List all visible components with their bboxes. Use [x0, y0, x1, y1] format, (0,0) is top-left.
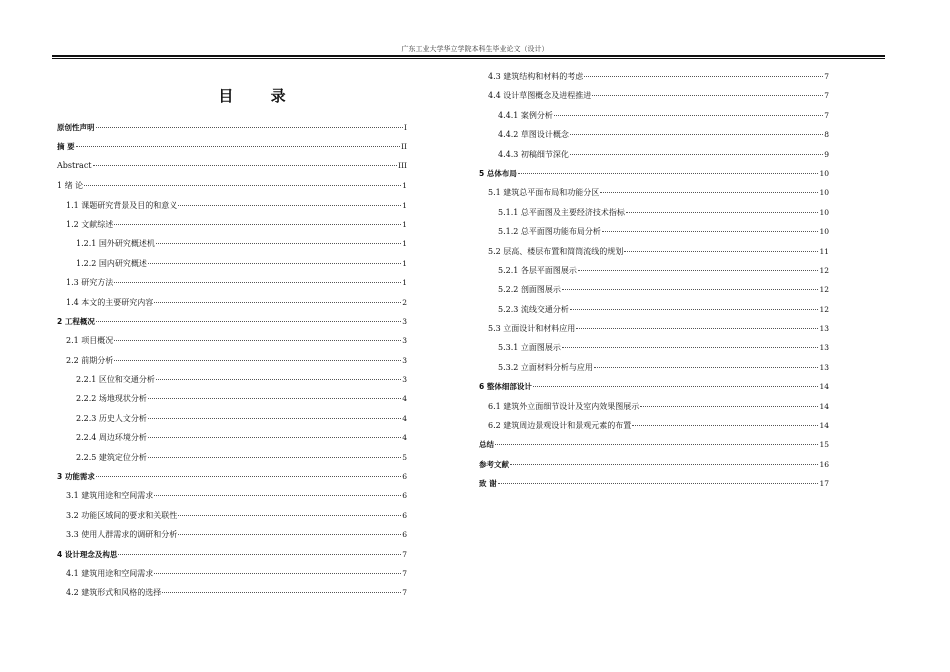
- toc-entry-page: 6: [402, 530, 407, 540]
- toc-entry-page: 2: [402, 297, 407, 307]
- toc-entry-title: 5.2 层高、楼层布置和简筒流线的规划: [488, 246, 624, 256]
- toc-entry-page: 11: [819, 246, 829, 256]
- toc-leader-dots: [148, 418, 401, 419]
- toc-leader-dots: [84, 185, 401, 186]
- toc-entry-title: 5.1.1 总平面图及主要经济技术指标: [498, 207, 625, 217]
- toc-entry-title: 原创性声明: [57, 123, 95, 132]
- toc-leader-dots: [156, 379, 401, 380]
- toc-entry[interactable]: [57, 432, 407, 451]
- toc-leader-dots: [96, 321, 401, 322]
- toc-entry[interactable]: [57, 219, 407, 238]
- toc-entry-page: 13: [819, 362, 829, 372]
- toc-leader-dots: [554, 115, 823, 116]
- toc-entry[interactable]: [57, 549, 407, 568]
- toc-entry[interactable]: [57, 277, 407, 296]
- toc-entry[interactable]: [479, 284, 829, 303]
- toc-entry-page: 1: [402, 219, 407, 229]
- toc-entry-title: 1.4 本文的主要研究内容: [66, 297, 154, 307]
- toc-leader-dots: [96, 127, 404, 128]
- toc-entry[interactable]: [479, 381, 829, 400]
- toc-entry-title: 致 谢: [479, 479, 497, 489]
- toc-entry-page: 13: [819, 343, 829, 353]
- toc-entry-title: 1.2.1 国外研究概述机: [76, 239, 155, 249]
- toc-entry-page: 1: [402, 258, 407, 268]
- toc-entry-title: 2.2.5 建筑定位分析: [76, 452, 147, 462]
- toc-leader-dots: [114, 224, 401, 225]
- toc-entry-title: 1.2 文献综述: [66, 219, 114, 229]
- toc-entry[interactable]: [479, 439, 829, 458]
- toc-entry-page: 4: [402, 433, 407, 443]
- toc-entry-title: 4.4.1 案例分析: [498, 110, 553, 120]
- toc-entry[interactable]: [57, 568, 407, 587]
- toc-entry[interactable]: [479, 304, 829, 323]
- toc-entry[interactable]: [479, 129, 829, 148]
- toc-leader-dots: [562, 289, 819, 290]
- toc-leader-dots: [178, 205, 401, 206]
- toc-entry[interactable]: [57, 161, 407, 180]
- toc-title: 目 录: [218, 87, 302, 105]
- toc-entry-title: 4.2 建筑形式和风格的选择: [66, 588, 162, 598]
- toc-entry[interactable]: [57, 452, 407, 471]
- toc-entry-page: 12: [819, 304, 829, 314]
- toc-leader-dots: [148, 263, 401, 264]
- toc-entry-page: 6: [402, 472, 407, 482]
- toc-entry-title: 1 绪 论: [57, 181, 84, 191]
- toc-leader-dots: [562, 347, 819, 348]
- toc-leader-dots: [154, 573, 401, 574]
- toc-entry-title: 2.2 前期分析: [66, 355, 114, 365]
- toc-entry[interactable]: [479, 478, 829, 497]
- toc-entry[interactable]: [479, 323, 829, 342]
- toc-entry[interactable]: [57, 258, 407, 277]
- toc-entry[interactable]: [479, 226, 829, 245]
- toc-entry[interactable]: [57, 587, 407, 606]
- toc-entry-title: 摘 要: [57, 142, 75, 152]
- toc-entry-title: 2.1 项目概况: [66, 336, 114, 346]
- toc-leader-dots: [626, 212, 819, 213]
- toc-leader-dots: [114, 282, 401, 283]
- toc-entry[interactable]: [57, 238, 407, 257]
- toc-entry-title: 6.2 建筑周边景观设计和景观元素的布置: [488, 421, 632, 431]
- toc-entry-page: 13: [819, 324, 829, 334]
- toc-entry[interactable]: [57, 510, 407, 529]
- toc-leader-dots: [570, 309, 819, 310]
- toc-entry-page: 7: [824, 110, 829, 120]
- toc-entry-title: 1.2.2 国内研究概述: [76, 258, 147, 268]
- toc-entry[interactable]: [57, 393, 407, 412]
- toc-leader-dots: [594, 367, 819, 368]
- toc-leader-dots: [154, 302, 401, 303]
- toc-leader-dots: [570, 154, 823, 155]
- toc-entry[interactable]: [479, 246, 829, 265]
- toc-entry[interactable]: [57, 413, 407, 432]
- toc-leader-dots: [624, 251, 818, 252]
- toc-entry[interactable]: [479, 420, 829, 439]
- toc-entry-title: 4.4.2 草图设计概念: [498, 130, 569, 140]
- toc-entry-title: 4.1 建筑用途和空间需求: [66, 568, 154, 578]
- toc-entry-page: II: [401, 142, 407, 152]
- toc-entry-page: 17: [819, 479, 829, 489]
- toc-entry-page: 14: [819, 421, 829, 431]
- toc-entry-page: 6: [402, 491, 407, 501]
- toc-entry-page: 12: [819, 285, 829, 295]
- toc-leader-dots: [518, 173, 819, 174]
- toc-entry-title: 4.4 设计草图概念及进程推进: [488, 91, 592, 101]
- page-header: 广东工业大学华立学院本科生毕业论文（设计）: [401, 45, 549, 53]
- toc-entry-page: 10: [819, 207, 829, 217]
- toc-entry[interactable]: [57, 200, 407, 219]
- toc-entry-title: 6 整体细部设计: [479, 382, 532, 392]
- toc-entry-title: 5.2.3 流线交通分析: [498, 304, 569, 314]
- toc-entry[interactable]: [57, 180, 407, 199]
- toc-entry-page: 1: [402, 239, 407, 249]
- toc-entry[interactable]: [479, 362, 829, 381]
- toc-entry-page: 16: [819, 459, 829, 469]
- toc-entry-page: 7: [402, 568, 407, 578]
- header-rule-thin: [52, 58, 885, 59]
- toc-leader-dots: [584, 76, 823, 77]
- toc-leader-dots: [162, 592, 401, 593]
- toc-entry[interactable]: [479, 401, 829, 420]
- toc-entry-page: I: [404, 123, 407, 132]
- toc-entry[interactable]: [479, 265, 829, 284]
- toc-leader-dots: [570, 134, 823, 135]
- toc-leader-dots: [576, 328, 818, 329]
- header-rule-thick: [52, 55, 885, 57]
- toc-entry-title: 3.2 功能区域间的要求和关联性: [66, 510, 178, 520]
- toc-entry[interactable]: [479, 342, 829, 361]
- toc-leader-dots: [533, 386, 819, 387]
- toc-entry-page: 4: [402, 413, 407, 423]
- toc-entry-page: 3: [402, 375, 407, 385]
- toc-leader-dots: [156, 243, 401, 244]
- toc-leader-dots: [76, 146, 400, 147]
- toc-entry-page: III: [398, 160, 407, 170]
- toc-entry-title: 5.3 立面设计和材料应用: [488, 324, 576, 334]
- toc-leader-dots: [148, 437, 401, 438]
- toc-leader-dots: [114, 340, 401, 341]
- toc-entry[interactable]: [479, 187, 829, 206]
- toc-leader-dots: [495, 444, 818, 445]
- toc-entry-title: 5.3.2 立面材料分析与应用: [498, 362, 593, 372]
- toc-entry-page: 7: [824, 91, 829, 101]
- toc-leader-dots: [154, 495, 401, 496]
- toc-leader-dots: [93, 165, 398, 166]
- toc-entry-page: 14: [819, 382, 829, 392]
- toc-entry-title: 2.2.3 历史人文分析: [76, 413, 147, 423]
- toc-entry-title: 参考文献: [479, 459, 509, 469]
- toc-entry-page: 9: [824, 149, 829, 159]
- toc-entry-title: 6.1 建筑外立面细节设计及室内效果图展示: [488, 401, 640, 411]
- toc-leader-dots: [602, 231, 819, 232]
- toc-entry-page: 10: [819, 188, 829, 198]
- toc-leader-dots: [148, 457, 401, 458]
- toc-entry-page: 5: [402, 452, 407, 462]
- toc-entry-title: 5.3.1 立面图展示: [498, 343, 561, 353]
- toc-entry-title: Abstract: [57, 160, 92, 170]
- toc-entry[interactable]: [479, 71, 829, 90]
- toc-leader-dots: [632, 425, 818, 426]
- toc-entry-page: 3: [402, 316, 407, 326]
- toc-entry-title: 5.2.1 各层平面图展示: [498, 265, 577, 275]
- toc-leader-dots: [498, 483, 819, 484]
- toc-entry-page: 12: [819, 265, 829, 275]
- toc-entry-title: 2.2.2 场地现状分析: [76, 394, 147, 404]
- toc-entry-title: 1.1 课题研究背景及目的和意义: [66, 200, 178, 210]
- toc-entry-title: 2.2.1 区位和交通分析: [76, 375, 155, 385]
- toc-entry-title: 4.4.3 初稿细节深化: [498, 149, 569, 159]
- toc-left-column: [57, 122, 407, 607]
- toc-leader-dots: [510, 464, 818, 465]
- toc-entry[interactable]: [479, 90, 829, 109]
- toc-entry[interactable]: [57, 122, 407, 141]
- toc-entry-title: 2.2.4 周边环境分析: [76, 433, 147, 443]
- toc-entry-page: 7: [824, 72, 829, 81]
- toc-entry-page: 10: [819, 227, 829, 237]
- toc-entry[interactable]: [57, 141, 407, 160]
- toc-leader-dots: [178, 515, 401, 516]
- toc-entry-title: 4 设计理念及构思: [57, 549, 118, 559]
- toc-leader-dots: [578, 270, 819, 271]
- toc-entry[interactable]: [479, 110, 829, 129]
- toc-leader-dots: [118, 554, 401, 555]
- toc-entry-page: 1: [402, 181, 407, 191]
- toc-entry-page: 3: [402, 355, 407, 365]
- toc-right-column: [479, 71, 829, 498]
- toc-entry-title: 2 工程概况: [57, 316, 95, 326]
- toc-entry-title: 总结: [479, 440, 494, 450]
- toc-entry[interactable]: [57, 374, 407, 393]
- toc-entry-page: 7: [402, 549, 407, 559]
- toc-entry[interactable]: [479, 459, 829, 478]
- toc-entry-page: 7: [402, 588, 407, 598]
- toc-entry-title: 1.3 研究方法: [66, 278, 114, 288]
- toc-entry-title: 3.3 使用人群需求的调研和分析: [66, 530, 178, 540]
- toc-entry-title: 5 总体布局: [479, 168, 517, 178]
- toc-entry-title: 3 功能需求: [57, 472, 95, 482]
- toc-entry-page: 15: [819, 440, 829, 450]
- toc-entry-title: 5.2.2 剖面图展示: [498, 285, 561, 295]
- toc-leader-dots: [96, 476, 401, 477]
- toc-entry-title: 4.3 建筑结构和材料的考虑: [488, 72, 584, 81]
- toc-entry[interactable]: [57, 490, 407, 509]
- toc-entry-page: 3: [402, 336, 407, 346]
- toc-entry-title: 3.1 建筑用途和空间需求: [66, 491, 154, 501]
- toc-entry[interactable]: [479, 207, 829, 226]
- toc-entry-page: 1: [402, 278, 407, 288]
- toc-leader-dots: [600, 192, 818, 193]
- toc-entry-page: 4: [402, 394, 407, 404]
- toc-entry-page: 10: [819, 168, 829, 178]
- toc-entry[interactable]: [57, 471, 407, 490]
- toc-leader-dots: [178, 534, 401, 535]
- toc-entry-page: 1: [402, 200, 407, 210]
- toc-entry[interactable]: [57, 297, 407, 316]
- toc-leader-dots: [114, 360, 401, 361]
- toc-entry[interactable]: [57, 335, 407, 354]
- toc-entry[interactable]: [57, 316, 407, 335]
- toc-entry[interactable]: [57, 529, 407, 548]
- toc-entry[interactable]: [479, 149, 829, 168]
- toc-entry-page: 6: [402, 510, 407, 520]
- toc-leader-dots: [640, 406, 818, 407]
- toc-entry-page: 8: [824, 130, 829, 140]
- toc-entry-page: 14: [819, 401, 829, 411]
- toc-entry-title: 5.1.2 总平面图功能布局分析: [498, 227, 601, 237]
- toc-entry-title: 5.1 建筑总平面布局和功能分区: [488, 188, 600, 198]
- toc-entry[interactable]: [57, 355, 407, 374]
- toc-leader-dots: [148, 398, 401, 399]
- toc-entry[interactable]: [479, 168, 829, 187]
- toc-leader-dots: [592, 95, 823, 96]
